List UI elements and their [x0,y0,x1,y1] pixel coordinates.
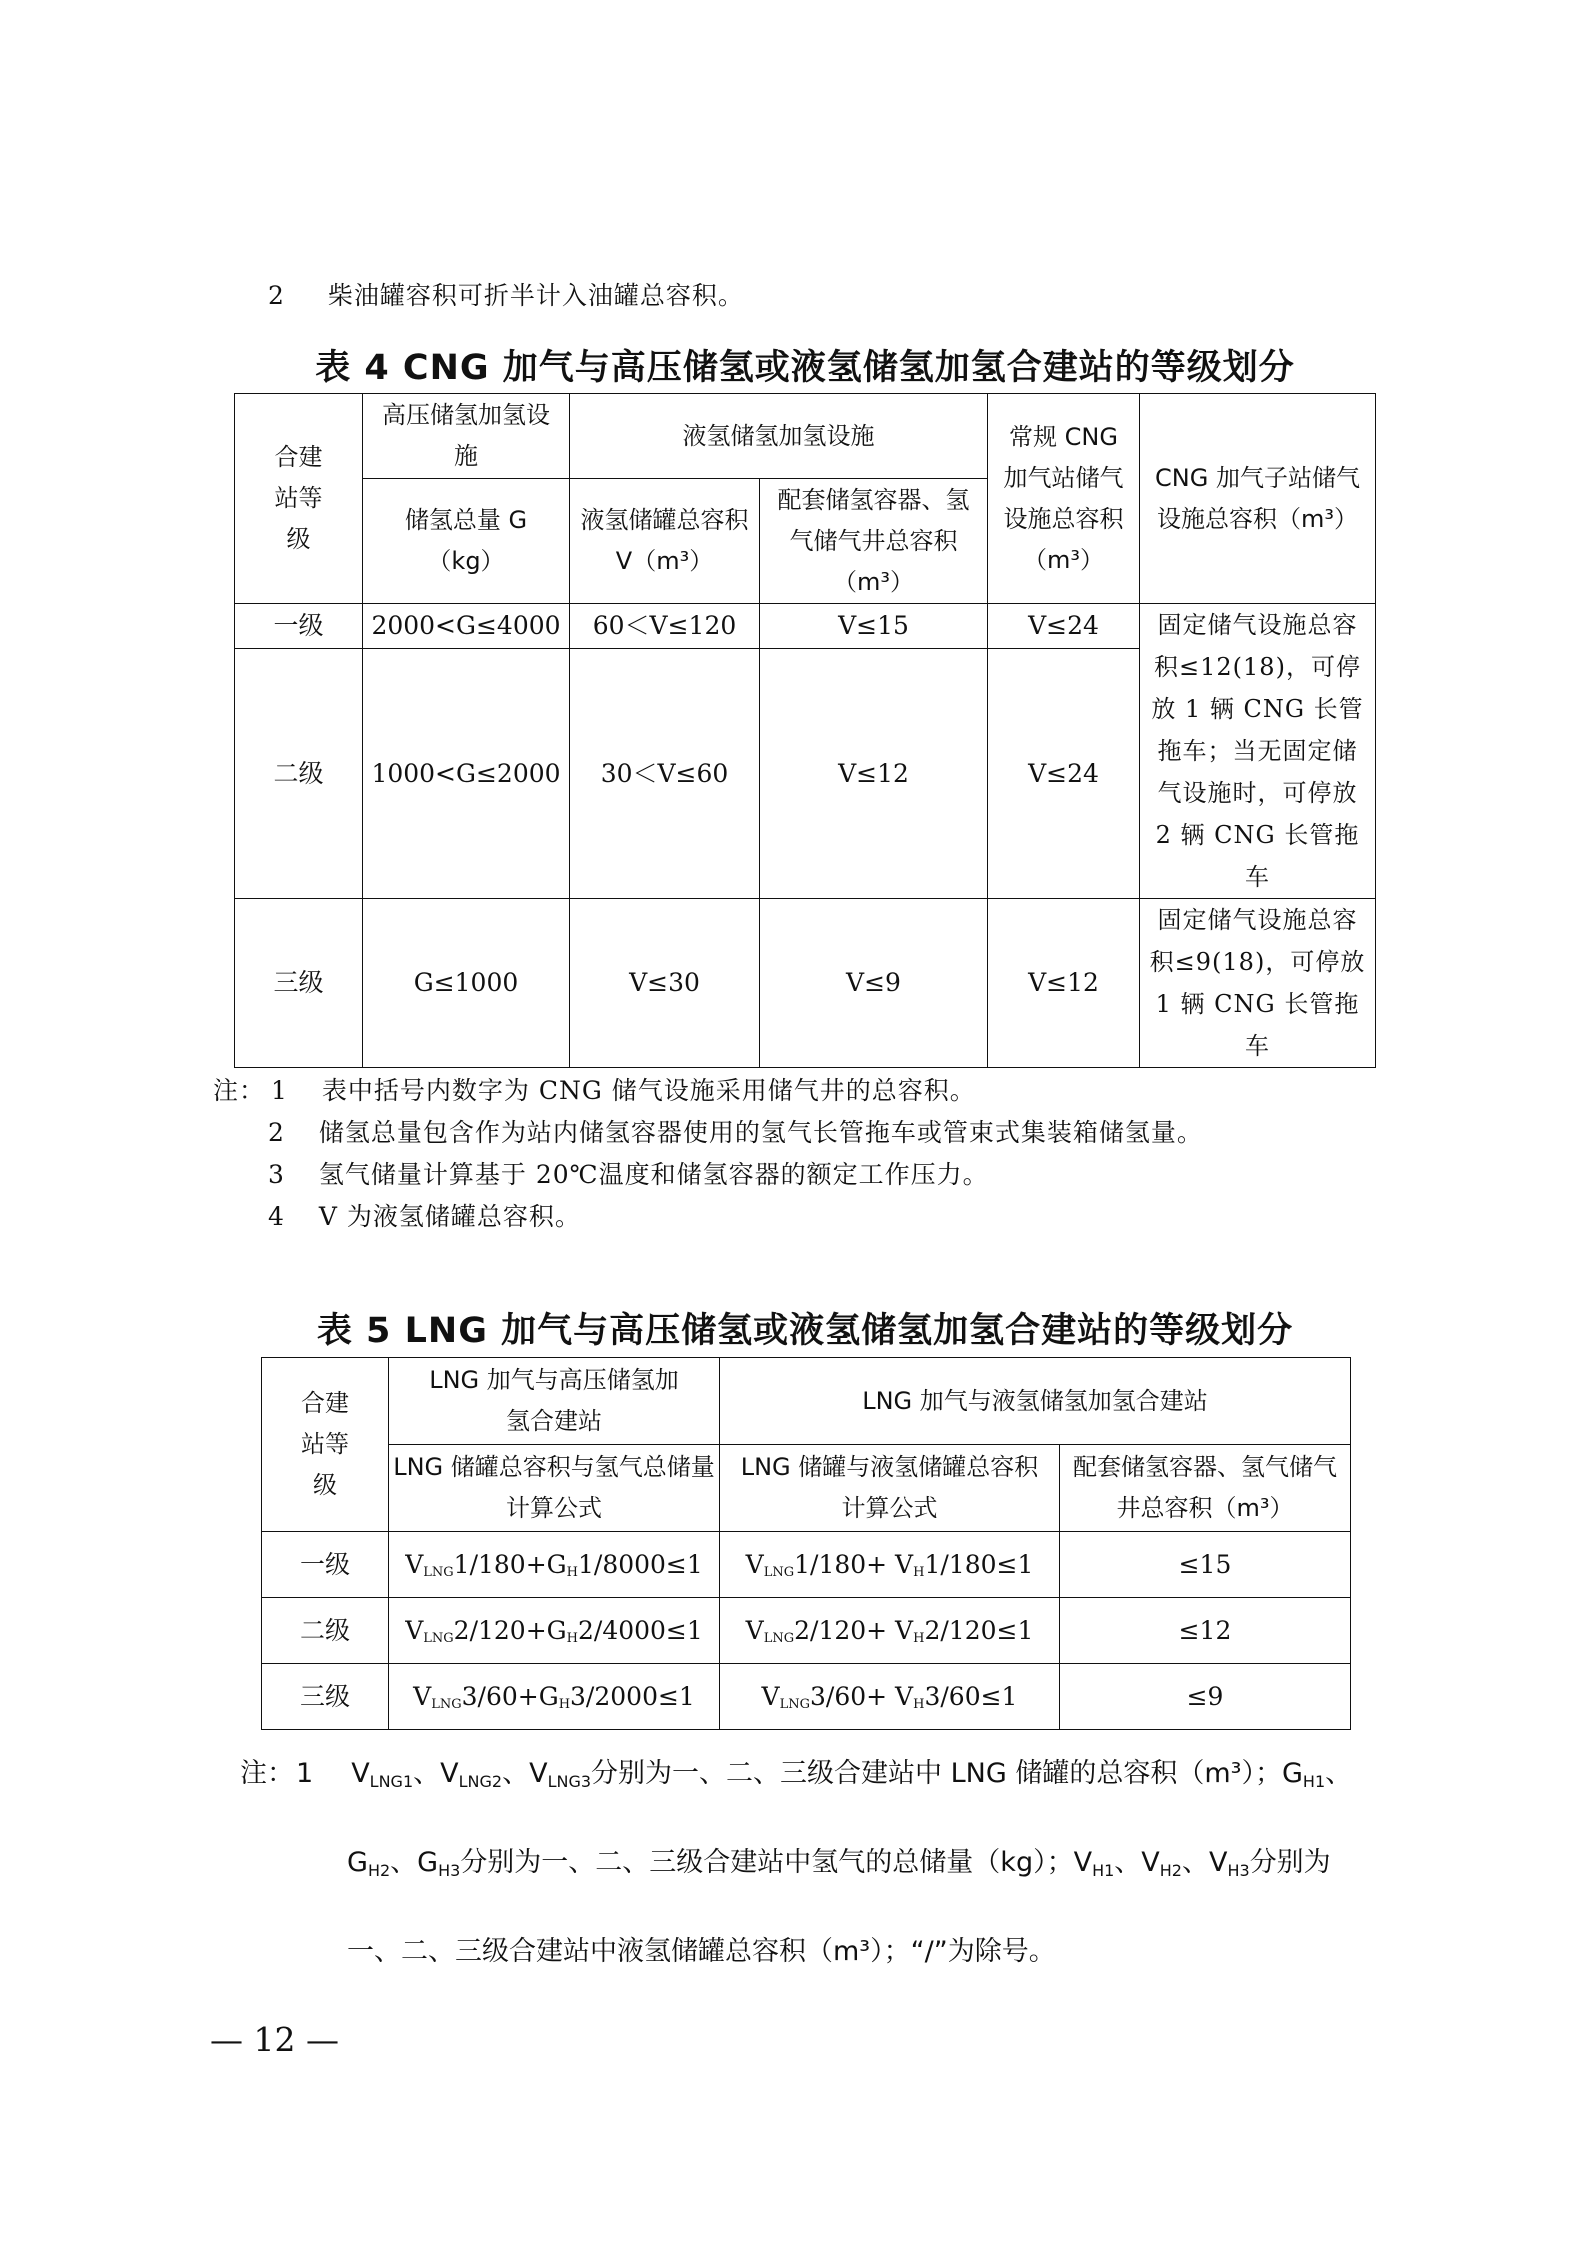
t5-header-lh-formula: LNG 储罐与液氢储罐总容积计算公式 [720,1445,1060,1532]
t5-r1-f1: $V_{LNG}1/180+G_H1/8000\le 1$ [389,1532,720,1598]
t4-r2-cng: V≤24 [988,649,1140,899]
t5-r3-aux: ≤9 [1060,1664,1351,1730]
t5-header-hp-formula: LNG 储罐总容积与氢气总储量计算公式 [389,1445,720,1532]
t4-r3-level: 三级 [235,899,363,1068]
t5-r2-aux: ≤12 [1060,1598,1351,1664]
table5 [261,1357,1351,1730]
t4-r2-level: 二级 [235,649,363,899]
t4-note-label: 注： [213,1076,266,1105]
t5-note-line-3: 一、二、三级合建站中液氢储罐总容积（m³）；“/”为除号。 [347,1936,1056,1967]
t5-r3-level: 三级 [262,1664,389,1730]
table-row [235,899,1376,1068]
t5-note-label: 注： [240,1758,294,1789]
t5-note-line-1: 注：1 $V_{LNG1}$、$V_{LNG2}$、$V_{LNG3}$分别为一、二、三级合建站中 LNG 储罐的总容积（m³）；$G_{H1}$、 [240,1758,1353,1791]
table-row [262,1598,1351,1664]
t4-header-hp-total: 储氢总量 G（kg） [363,479,570,604]
top-note [268,278,744,314]
t5-r1-level: 一级 [262,1532,389,1598]
t4-sub-12: 固定储气设施总容积≤12(18)，可停放 1 辆 CNG 长管拖车；当无固定储气设施时，可停放 2 辆 CNG 长管拖车 [1140,604,1376,899]
t4-header-lh-group: 液氢储氢加氢设施 [570,394,988,479]
t5-r2-level: 二级 [262,1598,389,1664]
t5-r2-f2: $V_{LNG}2/120+ V_H2/120\le 1$ [720,1598,1060,1664]
t5-header-level: 合建站等级 [262,1358,389,1532]
t5-note-line-2: $G_{H2}$、$G_{H3}$分别为一、二、三级合建站中氢气的总储量（kg）；$V_{H1}$、$V_{H2}$、$V_{H3}$分别为 [347,1847,1331,1880]
page-number: — 12 — [210,2020,339,2059]
t4-note-3: 3 氢气储量计算基于 20℃温度和储氢容器的额定工作压力。 [268,1160,989,1189]
table-row [262,1664,1351,1730]
t4-header-cng-conv: 常规 CNG 加气站储气设施总容积（m³） [988,394,1140,604]
t4-r1-level: 一级 [235,604,363,649]
t4-r1-aux: V≤15 [760,604,988,649]
table-row [235,604,1376,649]
t4-r1-g: 2000<G≤4000 [363,604,570,649]
table5-title: 表 5 LNG 加气与高压储氢或液氢储氢加氢合建站的等级划分 [316,1311,1294,1351]
t5-r3-f1: $V_{LNG}3/60+G_H3/2000\le 1$ [389,1664,720,1730]
t4-r2-v: 30＜V≤60 [570,649,760,899]
t4-r3-aux: V≤9 [760,899,988,1068]
t4-r1-v: 60＜V≤120 [570,604,760,649]
t4-header-lh-aux: 配套储氢容器、氢气储气井总容积（m³） [760,479,988,604]
t5-header-lh-aux: 配套储氢容器、氢气储气井总容积（m³） [1060,1445,1351,1532]
t5-r1-aux: ≤15 [1060,1532,1351,1598]
t5-r3-f2: $V_{LNG}3/60+ V_H3/60\le 1$ [720,1664,1060,1730]
t4-note-2: 2 储氢总量包含作为站内储氢容器使用的氢气长管拖车或管束式集装箱储氢量。 [268,1118,1203,1147]
t4-r2-aux: V≤12 [760,649,988,899]
t4-r2-g: 1000<G≤2000 [363,649,570,899]
top-note-text: 柴油罐容积可折半计入油罐总容积。 [327,281,744,310]
table4-title: 表 4 CNG 加气与高压储氢或液氢储氢加氢合建站的等级划分 [315,348,1295,388]
t4-header-level: 合建站等级 [235,394,363,604]
t4-note-1: 注： 1 表中括号内数字为 CNG 储气设施采用储气井的总容积。 [213,1076,976,1105]
top-note-number: 2 [268,281,285,310]
t5-r2-f1: $V_{LNG}2/120+G_H2/4000\le 1$ [389,1598,720,1664]
t4-header-hp-group: 高压储氢加氢设施 [363,394,570,479]
t4-header-lh-tank: 液氢储罐总容积 V（m³） [570,479,760,604]
table4 [234,393,1376,1068]
t5-r1-f2: $V_{LNG}1/180+ V_H1/180\le 1$ [720,1532,1060,1598]
t4-header-cng-sub: CNG 加气子站储气设施总容积（m³） [1140,394,1376,604]
t4-note-4: 4 V 为液氢储罐总容积。 [268,1202,581,1231]
t4-r3-cng: V≤12 [988,899,1140,1068]
t4-sub-3: 固定储气设施总容积≤9(18)，可停放 1 辆 CNG 长管拖车 [1140,899,1376,1068]
t4-r1-cng: V≤24 [988,604,1140,649]
table-row [262,1532,1351,1598]
t4-r3-v: V≤30 [570,899,760,1068]
t5-header-hp-group: LNG 加气与高压储氢加氢合建站 [389,1358,720,1445]
t5-header-lh-group: LNG 加气与液氢储氢加氢合建站 [720,1358,1351,1445]
t4-r3-g: G≤1000 [363,899,570,1068]
